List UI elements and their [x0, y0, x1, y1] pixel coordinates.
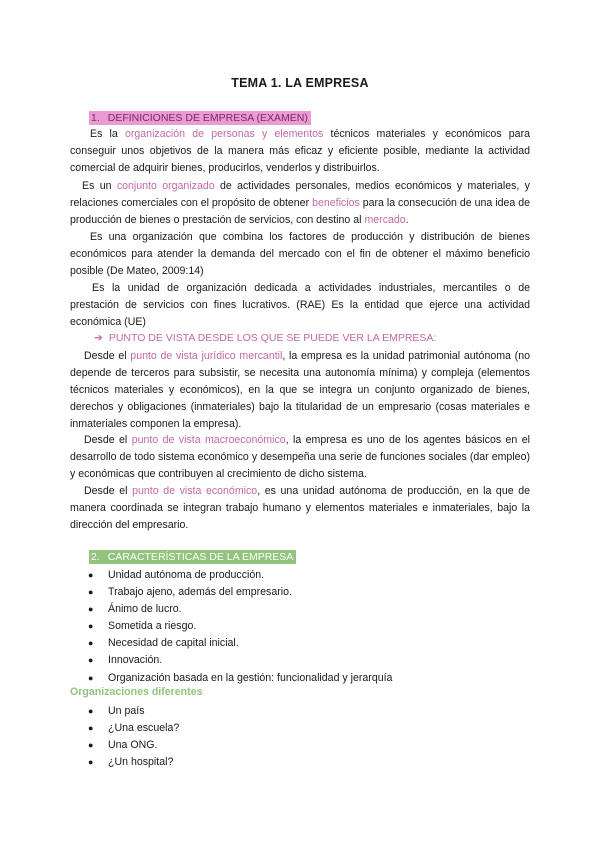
list-item: ● Trabajo ajeno, además del empresario. — [88, 584, 392, 601]
text: Desde el — [84, 485, 133, 497]
text: . — [405, 214, 409, 226]
highlighted-term: punto de vista económico — [132, 485, 258, 497]
text: para la consecución de una idea de producción de bienes o prestación de servicios, con destino al — [70, 197, 531, 226]
arrow-right-icon: ➔ — [94, 332, 103, 344]
section-heading-definitions — [89, 111, 311, 125]
list-item: ● ¿Un hospital? — [88, 754, 179, 771]
section-heading-characteristics — [89, 550, 296, 564]
viewpoints-label: PUNTO DE VISTA DESDE LOS QUE SE PUEDE VER LA EMPRESA: — [108, 332, 437, 344]
highlighted-term: punto de vista jurídico mercantil — [130, 350, 283, 362]
section-number: 2. — [91, 551, 100, 563]
list-item: ● ¿Una escuela? — [88, 720, 179, 737]
list-item: ● Sometida a riesgo. — [88, 618, 392, 635]
paragraph-economic-view — [70, 483, 530, 534]
list-item: ● Necesidad de capital inicial. — [88, 635, 392, 652]
highlighted-term: punto de vista macroeconómico — [131, 434, 286, 446]
list-item: ● Innovación. — [88, 652, 392, 669]
paragraph-definition-2 — [70, 178, 530, 229]
list-item: ● Ánimo de lucro. — [88, 601, 392, 618]
list-item: ● Organización basada en la gestión: funcionalidad y jerarquía — [88, 670, 392, 687]
text: Es la — [90, 128, 125, 140]
organizations-heading: Organizaciones diferentes — [70, 686, 203, 698]
text: , es una unidad autónoma de producción, en la que de manera coordinada se integran trabajo humano y elementos materiales e inmateriales, bajo la dirección del empresario. — [70, 485, 530, 531]
text: de actividades personales, medios económicos y materiales, y relaciones comerciales con el propósito de obtener — [70, 180, 530, 209]
list-item: ● Una ONG. — [88, 737, 179, 754]
paragraph-definition-3: Es una organización que combina los factores de producción y distribución de bienes económicos para atender la demanda del mercado con el fin de obtener el máximo beneficio posible (De Mateo, 2009:14) — [70, 231, 530, 277]
section-label: CARACTERÍSTICAS DE LA EMPRESA — [107, 551, 294, 563]
paragraph-macro-view — [70, 432, 530, 483]
list-item: ● Un país — [88, 703, 179, 720]
paragraph-definition-1 — [70, 126, 530, 177]
page-title: TEMA 1. LA EMPRESA — [231, 76, 369, 90]
list-item: ● Unidad autónoma de producción. — [88, 567, 392, 584]
paragraph-legal-view — [70, 348, 530, 433]
text: Desde el — [84, 434, 132, 446]
paragraph-definition-4: Es la unidad de organización dedicada a actividades industriales, mercantiles o de prestación de servicios con fines lucrativos. (RAE) Es la entidad que ejerce una actividad económica (UE) — [70, 282, 530, 328]
highlighted-term: organización de personas y elementos — [124, 128, 324, 140]
viewpoints-heading — [94, 331, 436, 345]
text: técnicos materiales y económicos para conseguir unos objetivos de la manera más eficaz y eficiente posible, mediante la actividad comercial de adquirir bienes, producirlos, venderlos y distribuirlos. — [70, 128, 530, 174]
text: , la empresa es uno de los agentes básicos en el desarrollo de todo sistema económico y desempeña una serie de funciones sociales (dar empleo) y económicas que contribuyen al crecimiento de dicho sistema. — [70, 434, 530, 480]
highlighted-term: mercado — [364, 214, 406, 226]
section-number: 1. — [91, 112, 100, 124]
section-label: DEFINICIONES DE EMPRESA (EXAMEN) — [107, 112, 308, 124]
text: , la empresa es la unidad patrimonial autónoma (no depende de terceros para subsistir, se necesita una autonomía mínima) y compleja (elementos técnicos materiales y económicos), en la que se integra un conjunto organizado de bienes, derechos y obligaciones (inmateriales) bajo la titularidad de un empresario (cosas materiales e inmateriales componen la empresa). — [70, 350, 530, 430]
organizations-list — [88, 703, 179, 771]
highlighted-term: conjunto organizado — [116, 180, 215, 192]
characteristics-list — [88, 567, 392, 687]
text: Es un — [82, 180, 117, 192]
highlighted-term: beneficios — [312, 197, 360, 209]
text: Desde el — [84, 350, 131, 362]
